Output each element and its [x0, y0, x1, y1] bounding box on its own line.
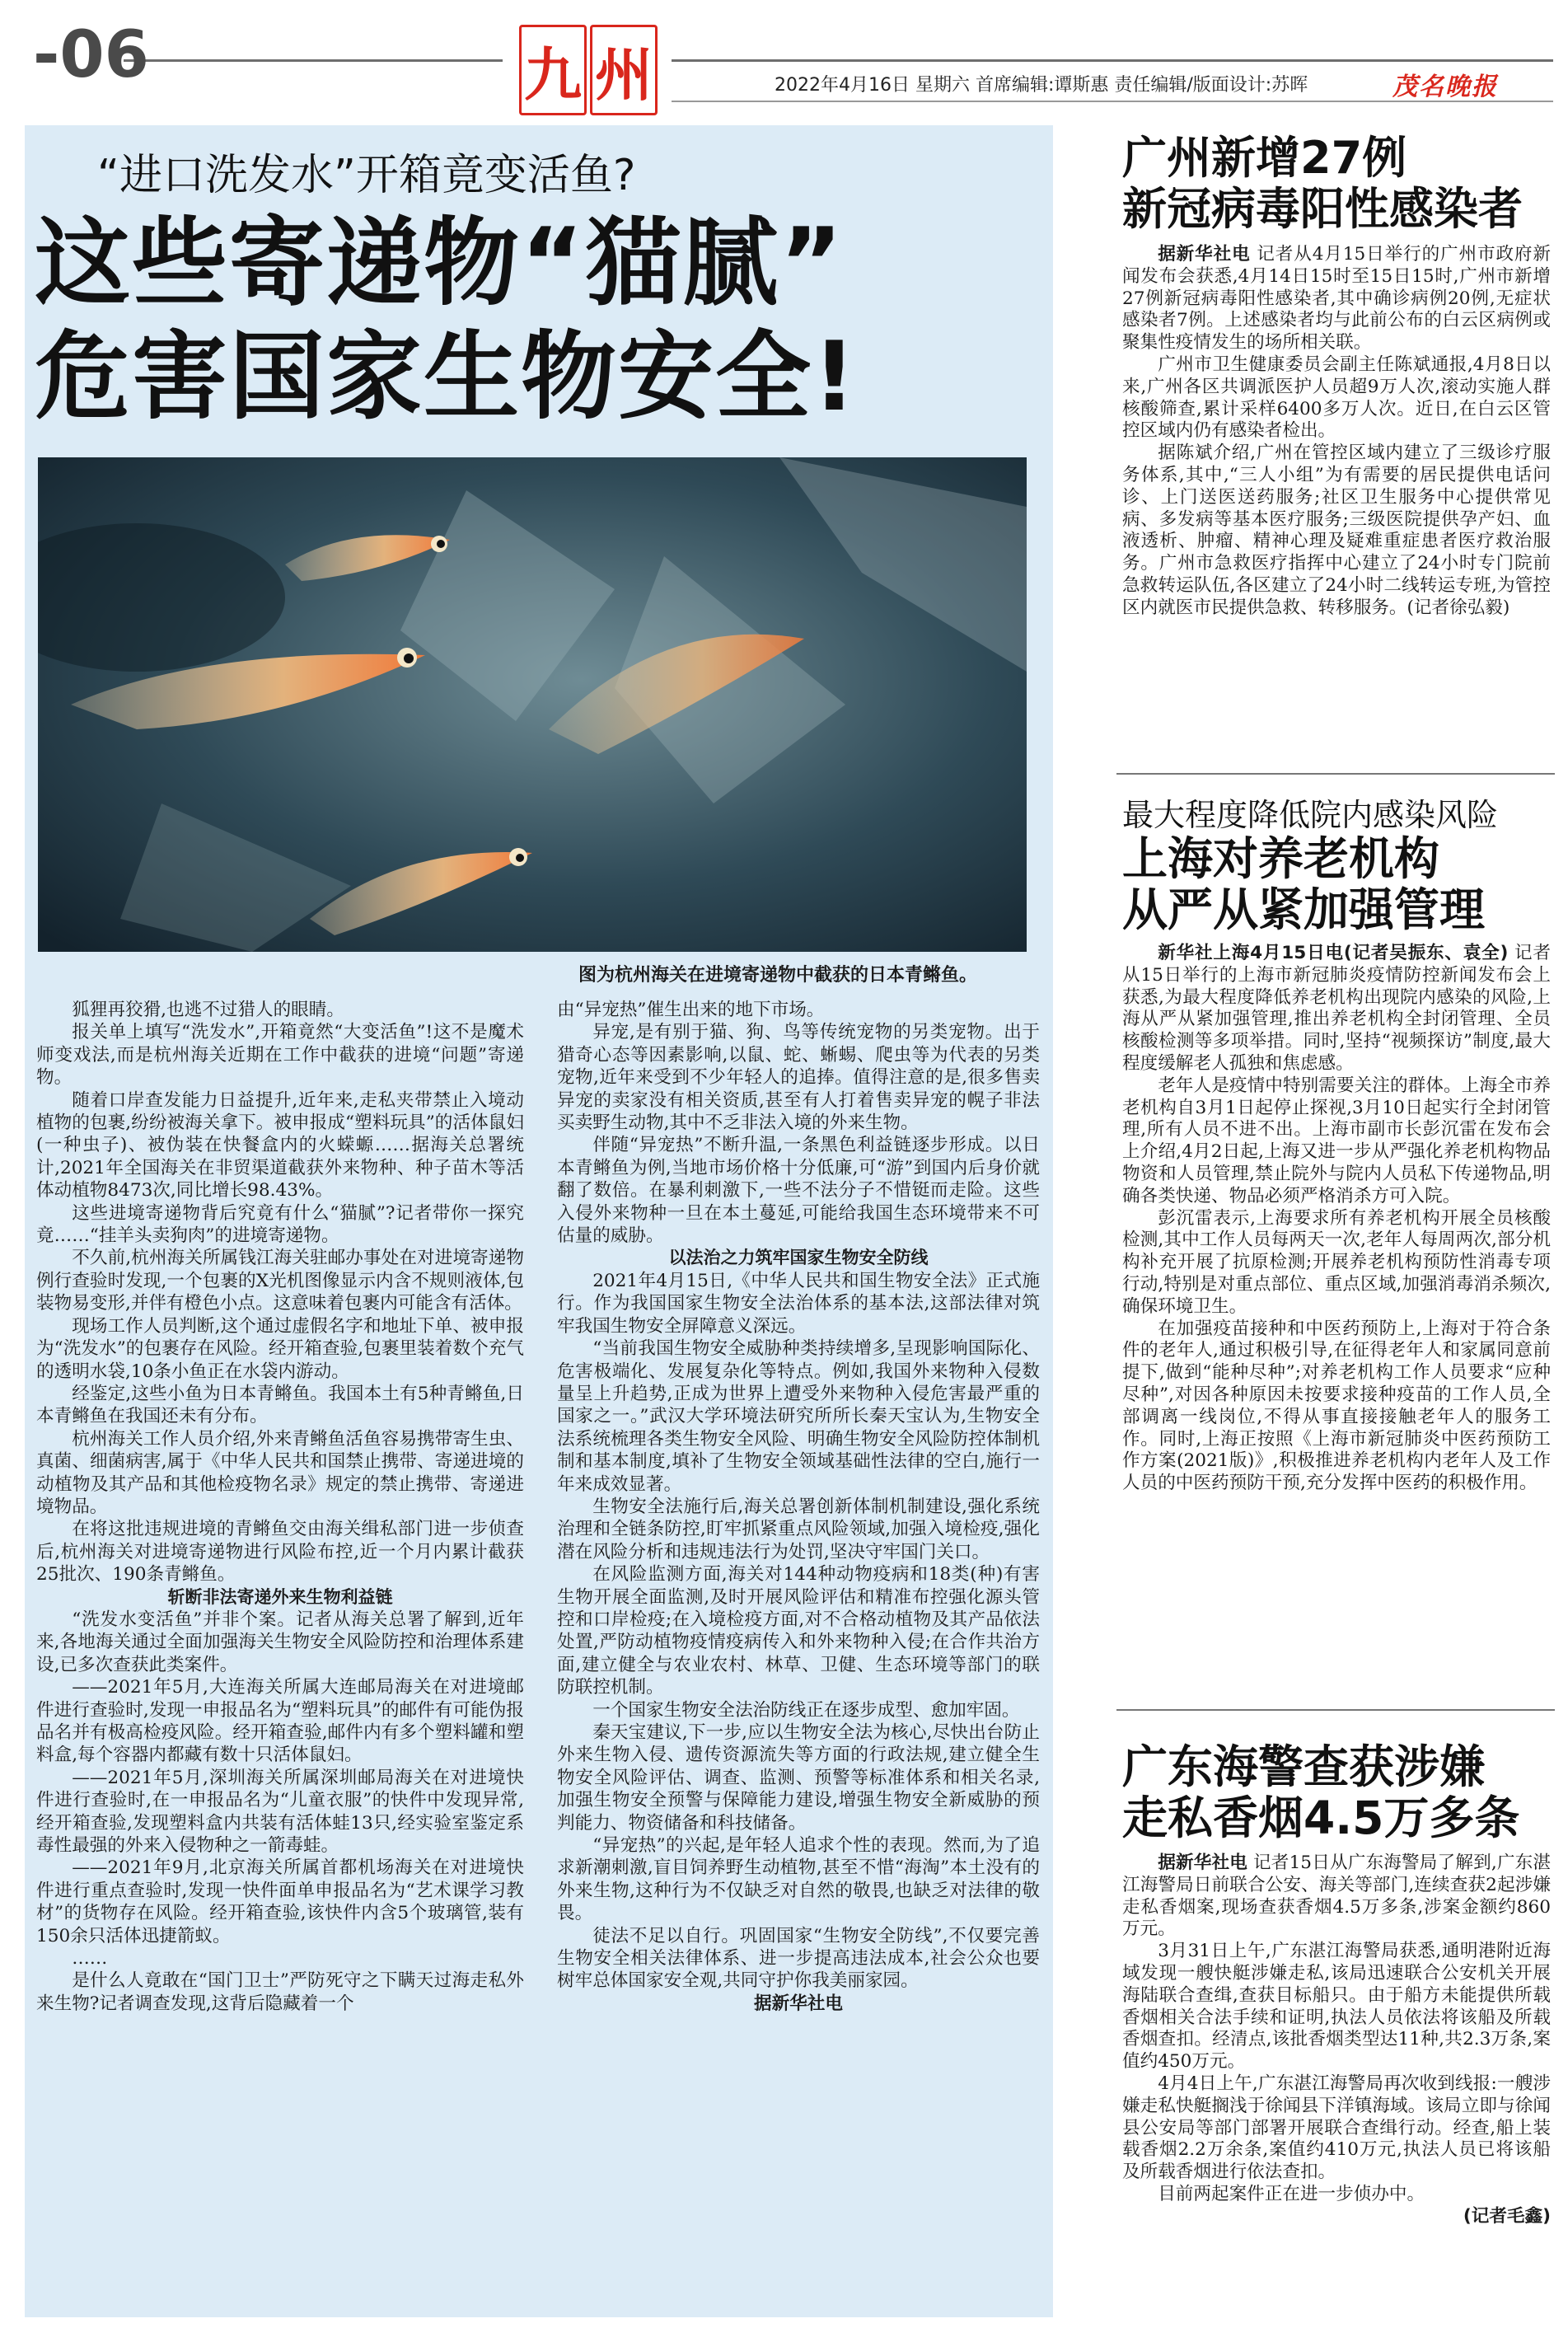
body-paragraph: “洗发水变活鱼”并非个案。记者从海关总署了解到,近年来,各地海关通过全面加强海关生物安全风险防控和治理体系建设,已多次查获此类案件。	[36, 1609, 524, 1675]
main-body-column-2	[557, 999, 1040, 2015]
header-rule-right	[672, 59, 1553, 62]
story2-headline-line-1: 上海对养老机构	[1122, 832, 1440, 885]
body-paragraph: ——2021年5月,大连海关所属大连邮局海关在对进境邮件进行查验时,发现一申报品名为“塑料玩具”的邮件有可能伪报品名并有极高检疫风险。经开箱查验,邮件内有多个塑料罐和塑料盒,每个容器内都藏有数十只活体鼠妇。	[36, 1677, 524, 1766]
story3-headline-line-1: 广东海警查获涉嫌	[1122, 1740, 1486, 1793]
body-paragraph: “当前我国生物安全威胁种类持续增多,呈现影响国际化、危害极端化、发展复杂化等特点。例如,我国外来物种入侵数量呈上升趋势,正成为世界上遭受外来物种入侵危害最严重的国家之一。”武汉大学环境法研究所所长秦天宝认为,生物安全法系统梳理各类生物安全风险、明确生物安全风险防控体制机制和基本制度,填补了生物安全领域基础性法律的空白,施行一年来成效显著。	[557, 1338, 1040, 1495]
main-body-column-1	[36, 999, 524, 2015]
story2-body	[1122, 943, 1551, 1495]
body-paragraph: 现场工作人员判断,这个通过虚假名字和地址下单、被申报为“洗发水”的包裹存在风险。经开箱查验,包裹里装着数个充气的透明水袋,10条小鱼正在水袋内游动。	[36, 1315, 524, 1382]
story-divider	[1116, 773, 1555, 775]
story3-byline: (记者毛鑫)	[1463, 2205, 1551, 2227]
story1-lead-tag: 据新华社电	[1158, 244, 1251, 265]
body-paragraph: 报关单上填写“洗发水”,开箱竟然“大变活鱼”!这不是魔术师变戏法,而是杭州海关近期在工作中截获的进境“问题”寄递物。	[36, 1022, 524, 1089]
body-paragraph: 目前两起案件正在进一步侦办中。	[1158, 2183, 1425, 2204]
story-divider	[1116, 1709, 1555, 1711]
body-paragraph: 经鉴定,这些小鱼为日本青鳉鱼。我国本土有5种青鳉鱼,日本青鳉鱼在我国还未有分布。	[36, 1383, 524, 1427]
body-paragraph: 异宠,是有别于猫、狗、鸟等传统宠物的另类宠物。出于猎奇心态等因素影响,以鼠、蛇、蜥蜴、爬虫等为代表的另类宠物,近年来受到不少年轻人的追捧。值得注意的是,很多售卖异宠的卖家没有相关资质,甚至有人打着售卖异宠的幌子非法买卖野生动物,其中不乏非法入境的外来生物。	[557, 1022, 1040, 1134]
body-paragraph: 这些进境寄递物背后究竟有什么“猫腻”?记者带你一探究竟……“挂羊头卖狗肉”的进境寄递物。	[36, 1202, 524, 1247]
body-paragraph: 由“异宠热”催生出来的地下市场。	[557, 1000, 825, 1020]
header-date-editors: 2022年4月16日 星期六 首席编辑:谭斯惠 责任编辑/版面设计:苏晖	[775, 75, 1308, 96]
section-char-1: 九	[519, 25, 587, 115]
story2-headline-line-2: 从严从紧加强管理	[1122, 883, 1486, 936]
story2-lead-tag: 新华社上海4月15日电(记者吴振东、袁全)	[1158, 943, 1509, 963]
body-paragraph: 彭沉雷表示,上海要求所有养老机构开展全员核酸检测,其中工作人员每两天一次,老年人每周两次,部分机构补充开展了抗原检测;开展养老机构预防性消毒专项行动,特别是对重点部位、重点区域,加强消毒消杀频次,确保环境卫生。	[1122, 1207, 1551, 1317]
body-paragraph: 不久前,杭州海关所属钱江海关驻邮办事处在对进境寄递物例行查验时发现,一个包裹的X光机图像显示内含不规则液体,包装物易变形,并伴有橙色小点。这意味着包裹内可能含有活体。	[36, 1248, 524, 1314]
main-headline-line-1: 这些寄递物“猫腻”	[35, 208, 845, 319]
body-paragraph: 狐狸再狡猾,也逃不过猎人的眼睛。	[72, 1000, 344, 1020]
body-paragraph: 3月31日上午,广东湛江海警局获悉,通明港附近海域发现一艘快艇涉嫌走私,该局迅速联合公安机关开展海陆联合查缉,查获目标船只。由于船方未能提供所载香烟相关合法手续和证明,执法人员依法将该船及所载香烟查扣。经清点,该批香烟类型达11种,共2.3万条,案值约450万元。	[1122, 1941, 1551, 2073]
body-paragraph: “异宠热”的兴起,是年轻人追求个性的表现。然而,为了追求新潮刺激,盲目饲养野生动植物,甚至不惜“海淘”本土没有的外来生物,这种行为不仅缺乏对自然的敬畏,也缺乏对法律的敬畏。	[557, 1835, 1040, 1924]
story1-body	[1122, 244, 1551, 620]
body-paragraph: 伴随“异宠热”不断升温,一条黑色利益链逐步形成。以日本青鳉鱼为例,当地市场价格十分低廉,可“游”到国内后身价就翻了数倍。在暴利刺激下,一些不法分子不惜铤而走险。这些入侵外来物种一旦在本土蔓延,可能给我国生态环境带来不可估量的威胁。	[557, 1135, 1040, 1247]
body-paragraph: 杭州海关工作人员介绍,外来青鳉鱼活鱼容易携带寄生虫、真菌、细菌病害,属于《中华人民共和国禁止携带、寄递进境的动植物及其产品和其他检疫物名录》规定的禁止携带、寄递进境物品。	[36, 1428, 524, 1517]
story2-kicker: 最大程度降低院内感染风险	[1122, 797, 1499, 833]
main-kicker: “进口洗发水”开箱竟变活鱼?	[97, 151, 636, 200]
story1-headline-line-1: 广州新增27例	[1122, 132, 1407, 184]
main-sign-off: 据新华社电	[754, 1993, 843, 2014]
body-paragraph: 是什么人竟敢在“国门卫士”严防死守之下瞒天过海走私外来生物?记者调查发现,这背后隐藏着一个	[36, 1970, 524, 2014]
body-paragraph: 广州市卫生健康委员会副主任陈斌通报,4月8日以来,广州各区共调派医护人员超9万人次,滚动实施人群核酸筛查,累计采样6400多万人次。近日,在白云区管控区域内仍有感染者检出。	[1122, 354, 1551, 442]
section-logo	[517, 23, 659, 117]
body-paragraph: ——2021年5月,深圳海关所属深圳邮局海关在对进境快件进行查验时,在一申报品名为“儿童衣服”的快件中发现异常,经开箱查验,发现塑料盒内共装有活体蛙13只,经实验室鉴定系毒性最强的外来入侵物种之一箭毒蛙。	[36, 1767, 524, 1857]
body-paragraph: 随着口岸查发能力日益提升,近年来,走私夹带禁止入境动植物的包裹,纷纷被海关拿下。被申报成“塑料玩具”的活体鼠妇(一种虫子)、被伪装在快餐盒内的火蝾螈……据海关总署统计,2021年全国海关在非贸渠道截获外来物种、种子苗木等活体动植物8473次,同比增长98.43%。	[36, 1089, 524, 1201]
body-paragraph: ——2021年9月,北京海关所属首都机场海关在对进境快件进行重点查验时,发现一快件面单申报品名为“艺术课学习教材”的货物存在风险。经开箱查验,该快件内含5个玻璃管,装有150余只活体迅捷箭蚁。	[36, 1857, 524, 1946]
story3-body	[1122, 1853, 1551, 2228]
photo-caption: 图为杭州海关在进境寄递物中截获的日本青鳉鱼。	[578, 965, 977, 986]
page-number: -06	[33, 18, 149, 92]
story3-lead-tag: 据新华社电	[1158, 1853, 1247, 1873]
body-paragraph: ……	[72, 1948, 108, 1970]
body-paragraph: 4月4日上午,广东湛江海警局再次收到线报:一艘涉嫌走私快艇搁浅于徐闻县下洋镇海域。该局立即与徐闻县公安局等部门部署开展联合查缉行动。经查,船上装载香烟2.2万余条,案值约410万元,执法人员已将该船及所载香烟进行依法查扣。	[1122, 2073, 1551, 2183]
subheading: 斩断非法寄递外来生物利益链	[167, 1586, 393, 1607]
story3-headline-line-2: 走私香烟4.5万多条	[1122, 1792, 1520, 1844]
body-paragraph: 据陈斌介绍,广州在管控区域内建立了三级诊疗服务体系,其中,“三人小组”为有需要的居民提供电话问诊、上门送医送药服务;社区卫生服务中心提供常见病、多发病等基本医疗服务;三级医院提供孕产妇、血液透析、肿瘤、精神心理及疑难重症患者医疗救治服务。广州市急救医疗指挥中心建立了24小时专门院前急救转运队伍,各区建立了24小时二线转运专班,为管控区内就医市民提供急救、转移服务。(记者徐弘毅)	[1122, 443, 1551, 618]
body-paragraph: 生物安全法施行后,海关总署创新体制机制建设,强化系统治理和全链条防控,盯牢抓紧重点风险领域,加强入境检疫,强化潜在风险分析和违规违法行为处罚,坚决守牢国门关口。	[557, 1496, 1040, 1562]
body-paragraph: 在风险监测方面,海关对144种动物疫病和18类(种)有害生物开展全面监测,及时开展风险评估和精准布控强化源头管控和口岸检疫;在入境检疫方面,对不合格动植物及其产品依法处置,严防动植物疫情疫病传入和外来物种入侵;在合作共治方面,建立健全与农业农村、林草、卫健、生态环境等部门的联防联控机制。	[557, 1564, 1040, 1698]
body-paragraph: 据新华社电 记者从4月15日举行的广州市政府新闻发布会获悉,4月14日15时至15日15时,广州市新增27例新冠病毒阳性感染者,其中确诊病例20例,无症状感染者7例。上述感染者均与此前公布的白云区病例或聚集性疫情发生的场所相关联。	[1122, 244, 1551, 354]
body-paragraph: 一个国家生物安全法治防线正在逐步成型、愈加牢固。	[592, 1699, 1020, 1721]
body-paragraph: 秦天宝建议,下一步,应以生物安全法为核心,尽快出台防止外来生物入侵、遗传资源流失等方面的行政法规,建立健全生物安全风险评估、调查、监测、预警等标准体系和相关名录,加强生物安全预警与保障能力建设,增强生物安全新威胁的预判能力、物资储备和科技储备。	[557, 1722, 1040, 1834]
paper-logo: 茂名晚报	[1392, 73, 1498, 101]
body-paragraph: 徒法不足以自行。巩固国家“生物安全防线”,不仅要完善生物安全相关法律体系、进一步提高违法成本,社会公众也要树牢总体国家安全观,共同守护你我美丽家园。	[557, 1925, 1040, 1992]
subheading: 以法治之力筑牢国家生物安全防线	[668, 1248, 929, 1268]
body-paragraph: 2021年4月15日,《中华人民共和国生物安全法》正式施行。作为我国国家生物安全法治体系的基本法,这部法律对筑牢我国生物安全屏障意义深远。	[557, 1270, 1040, 1337]
main-headline-line-2: 危害国家生物安全!	[35, 321, 858, 433]
body-paragraph: 在将这批违规进境的青鳉鱼交由海关缉私部门进一步侦查后,杭州海关对进境寄递物进行风险布控,近一个月内累计截获25批次、190条青鳉鱼。	[36, 1519, 524, 1586]
fish-photo	[38, 457, 1027, 952]
header-rule-left	[124, 59, 503, 62]
body-paragraph: 新华社上海4月15日电(记者吴振东、袁全) 记者从15日举行的上海市新冠肺炎疫情防控新闻发布会上获悉,为最大程度降低养老机构出现院内感染的风险,上海从严从紧加强管理,推出养老机构全封闭管理、全员核酸检测等多项举措。同时,坚持“视频探访”制度,最大程度缓解老人孤独和焦虑感。	[1122, 943, 1551, 1074]
body-paragraph: 老年人是疫情中特别需要关注的群体。上海全市养老机构自3月1日起停止探视,3月10日起实行全封闭管理,所有人员不进不出。上海市副市长彭沉雷在发布会上介绍,4月2日起,上海又进一步从严强化养老机构物品物资和人员管理,禁止院外与院内人员私下传递物品,明确各类快递、物品必须严格消杀方可入院。	[1122, 1075, 1551, 1206]
body-paragraph: 在加强疫苗接种和中医药预防上,上海对于符合条件的老年人,通过积极引导,在征得老年人和家属同意前提下,做到“能种尽种”;对养老机构工作人员要求“应种尽种”,对因各种原因未按要求接种疫苗的工作人员,全部调离一线岗位,不得从事直接接触老年人的服务工作。同时,上海正按照《上海市新冠肺炎中医药预防工作方案(2021版)》,积极推进养老机构内老年人及工作人员的中医药预防干预,充分发挥中医药的积极作用。	[1122, 1318, 1551, 1494]
story1-headline-line-2: 新冠病毒阳性感染者	[1122, 183, 1523, 235]
body-paragraph: 据新华社电 记者15日从广东海警局了解到,广东湛江海警局日前联合公安、海关等部门,连续查获2起涉嫌走私香烟案,现场查获香烟4.5万多条,涉案金额约860万元。	[1122, 1853, 1551, 1940]
section-char-2: 州	[590, 25, 658, 115]
